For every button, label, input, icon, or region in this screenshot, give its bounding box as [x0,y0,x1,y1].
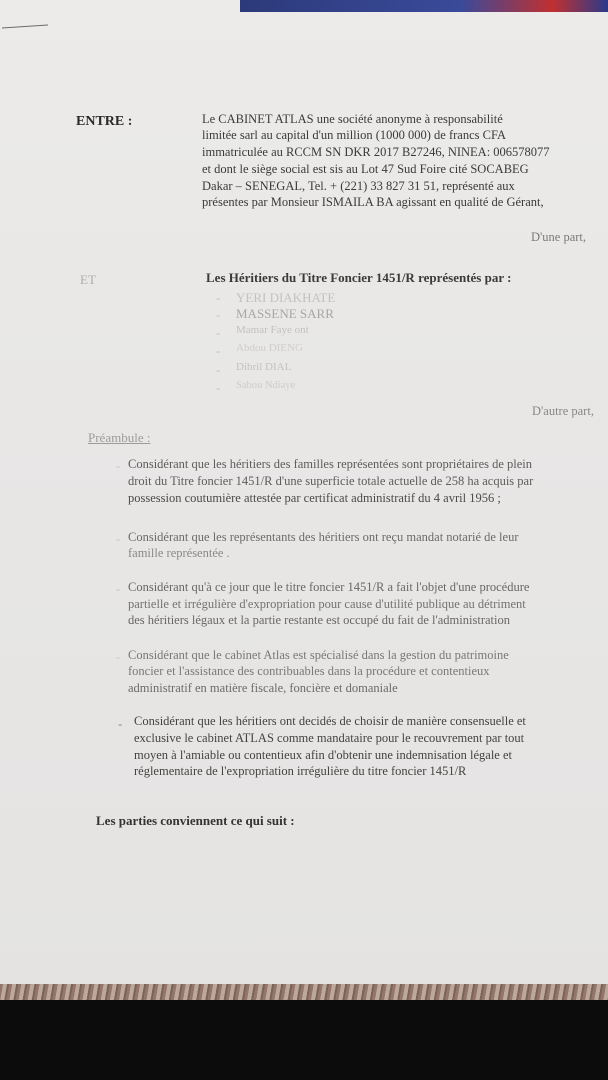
bullet-5: - [118,716,123,731]
preambule-5-line-2: exclusive le cabinet ATLAS comme mandataire pour le recouvrement par tout [134,731,525,745]
bullet-1: - [116,458,121,473]
preambule-3-line-1: Considérant qu'à ce jour que le titre foncier 1451/R a fait l'objet d'une procédure [128,580,530,594]
entre-line-6: présentes par Monsieur ISMAILA BA agissant en qualité de Gérant, [202,195,544,209]
heir-dash-4: - [216,343,221,358]
heir-dash-6: - [216,380,221,395]
heir-1: YERI DIAKHATE [236,290,336,305]
et-heading: Les Héritiers du Titre Foncier 1451/R représentés par : [206,270,512,285]
preambule-4-line-1: Considérant que le cabinet Atlas est spécialisé dans la gestion du patrimoine [128,648,509,662]
entre-line-1-text: Le CABINET ATLAS une société anonyme à responsabilité [202,112,503,126]
entre-party-close: D'une part, [531,230,587,244]
entre-line-1 [202,112,503,127]
heir-5: Dibril DIAL [236,361,292,373]
bullet-4: - [116,649,121,664]
entre-line-2: limitée sarl au capital d'un million (1000 000) de francs CFA [202,128,507,142]
closing-statement: Les parties conviennent ce qui suit : [96,813,295,828]
preambule-2-line-1: Considérant que les représentants des héritiers ont reçu mandat notarié de leur [128,530,519,544]
heir-dash-3: - [216,325,221,340]
preambule-5-line-4: réglementaire de l'expropriation irrégulière du titre foncier 1451/R [134,764,467,778]
preambule-title: Préambule : [88,430,151,445]
preambule-3-line-3: des héritiers légaux et la partie restante est occupé du fait de l'administration [128,613,510,627]
heir-dash-2: - [216,307,221,322]
entre-line-3: immatriculée au RCCM SN DKR 2017 B27246, NINEA: 006578077 [202,145,550,159]
heir-3: Mamar Faye ont [236,324,309,336]
preambule-3-line-2: partielle et irrégulière d'expropriation pour cause d'utilité publique au détriment [128,597,526,611]
preambule-5-line-3: moyen à l'amiable ou contentieux afin d'obtenir une indemnisation légale et [134,748,512,762]
bullet-2: - [116,531,121,546]
heir-dash-1: - [216,290,221,305]
entre-line-5: Dakar – SENEGAL, Tel. + (221) 33 827 31 51, représenté aux [202,179,515,193]
heir-4: Abdou DIENG [236,342,303,354]
binder-strip [240,0,608,12]
preambule-1-line-2: droit du Titre foncier 1451/R d'une superficie totale actuelle de 258 ha acquis par [128,474,534,488]
preambule-5-line-1: Considérant que les héritiers ont decidés de choisir de manière consensuelle et [134,714,526,728]
page-edge [0,984,608,1000]
entre-line-4: et dont le siège social est sis au Lot 47 Sud Foire cité SOCABEG [202,162,529,176]
preambule-4-line-2: foncier et l'assistance des contribuables dans la procédure et contentieux [128,664,490,678]
entre-label: ENTRE : [76,114,133,129]
heir-2: MASSENE SARR [236,306,334,321]
bullet-3: - [116,581,121,596]
preambule-1-line-3: possession coutumière attestée par certificat administratif du 4 avril 1956 ; [128,491,501,505]
preambule-1-line-1: Considérant que les héritiers des familles représentées sont propriétaires de plein [128,457,533,471]
et-label: ET [80,272,96,287]
background-surface [0,1000,608,1080]
preambule-2-line-2: famille représentée . [128,546,230,560]
heir-6: Sabou Ndiaye [236,380,296,391]
preambule-4-line-3: administratif en matière fiscale, foncière et domaniale [128,681,398,695]
pen-mark [2,24,50,30]
et-party-close: D'autre part, [532,404,594,418]
heir-dash-5: - [216,362,221,377]
